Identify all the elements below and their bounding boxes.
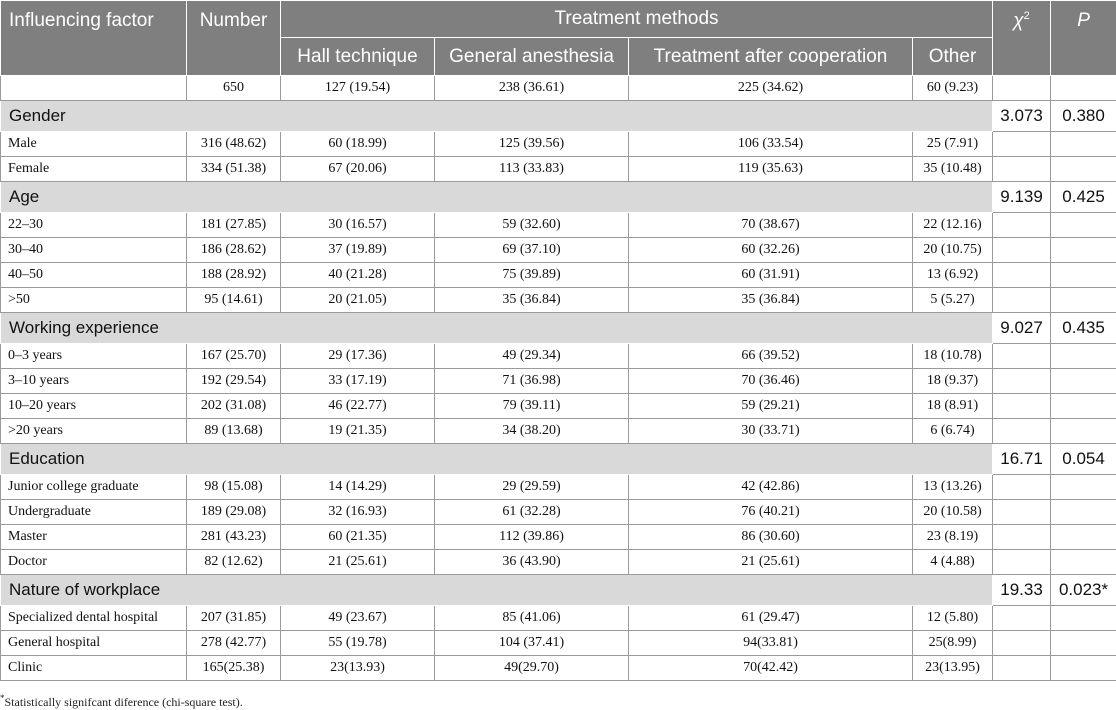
row-chi-cell <box>993 213 1051 238</box>
row-cooperation-cell: 59 (29.21) <box>629 394 913 419</box>
row-chi-cell <box>993 369 1051 394</box>
section-header-row <box>1 313 1116 344</box>
row-number-cell: 98 (15.08) <box>187 475 281 500</box>
row-number-cell: 89 (13.68) <box>187 419 281 444</box>
section-label: Gender <box>1 101 993 132</box>
row-hall-cell: 30 (16.57) <box>281 213 435 238</box>
row-chi-cell <box>993 475 1051 500</box>
total-cooperation-cell: 225 (34.62) <box>629 76 913 101</box>
row-general-anesthesia-cell: 36 (43.90) <box>435 550 629 575</box>
footnote-text: Statistically signifcant diference (chi-square test). <box>4 695 243 709</box>
total-p-cell <box>1051 76 1116 101</box>
table-row <box>1 157 1116 182</box>
header-treatment-after-cooperation: Treatment after cooperation <box>629 38 913 76</box>
row-label-cell: Doctor <box>1 550 187 575</box>
total-hall-cell: 127 (19.54) <box>281 76 435 101</box>
table-row <box>1 344 1116 369</box>
row-number-cell: 189 (29.08) <box>187 500 281 525</box>
row-number-cell: 192 (29.54) <box>187 369 281 394</box>
row-other-cell: 4 (4.88) <box>913 550 993 575</box>
row-general-anesthesia-cell: 34 (38.20) <box>435 419 629 444</box>
row-other-cell: 23 (8.19) <box>913 525 993 550</box>
row-hall-cell: 67 (20.06) <box>281 157 435 182</box>
section-chi-square-value: 16.71 <box>993 444 1051 475</box>
row-other-cell: 13 (13.26) <box>913 475 993 500</box>
row-number-cell: 165(25.38) <box>187 656 281 681</box>
row-chi-cell <box>993 288 1051 313</box>
row-p-cell <box>1051 500 1116 525</box>
section-chi-square-value: 3.073 <box>993 101 1051 132</box>
row-cooperation-cell: 60 (31.91) <box>629 263 913 288</box>
section-p-value: 0.380 <box>1051 101 1116 132</box>
row-cooperation-cell: 86 (30.60) <box>629 525 913 550</box>
row-cooperation-cell: 35 (36.84) <box>629 288 913 313</box>
row-p-cell <box>1051 606 1116 631</box>
row-cooperation-cell: 70 (38.67) <box>629 213 913 238</box>
table-row <box>1 475 1116 500</box>
row-other-cell: 20 (10.75) <box>913 238 993 263</box>
row-label-cell: Specialized dental hospital <box>1 606 187 631</box>
row-cooperation-cell: 76 (40.21) <box>629 500 913 525</box>
row-general-anesthesia-cell: 125 (39.56) <box>435 132 629 157</box>
row-p-cell <box>1051 344 1116 369</box>
total-other-cell: 60 (9.23) <box>913 76 993 101</box>
row-general-anesthesia-cell: 104 (37.41) <box>435 631 629 656</box>
row-number-cell: 334 (51.38) <box>187 157 281 182</box>
row-chi-cell <box>993 132 1051 157</box>
row-number-cell: 167 (25.70) <box>187 344 281 369</box>
section-label: Age <box>1 182 993 213</box>
total-label-cell <box>1 76 187 101</box>
row-number-cell: 202 (31.08) <box>187 394 281 419</box>
section-label: Nature of workplace <box>1 575 993 606</box>
row-general-anesthesia-cell: 49(29.70) <box>435 656 629 681</box>
total-general-anesthesia-cell: 238 (36.61) <box>435 76 629 101</box>
row-chi-cell <box>993 394 1051 419</box>
header-general-anesthesia: General anesthesia <box>435 38 629 76</box>
row-p-cell <box>1051 394 1116 419</box>
row-other-cell: 6 (6.74) <box>913 419 993 444</box>
row-label-cell: 40–50 <box>1 263 187 288</box>
row-other-cell: 25(8.99) <box>913 631 993 656</box>
row-label-cell: Male <box>1 132 187 157</box>
row-general-anesthesia-cell: 69 (37.10) <box>435 238 629 263</box>
row-p-cell <box>1051 631 1116 656</box>
row-hall-cell: 60 (21.35) <box>281 525 435 550</box>
row-label-cell: Junior college graduate <box>1 475 187 500</box>
section-label: Education <box>1 444 993 475</box>
row-hall-cell: 32 (16.93) <box>281 500 435 525</box>
row-cooperation-cell: 119 (35.63) <box>629 157 913 182</box>
row-chi-cell <box>993 631 1051 656</box>
table-row <box>1 606 1116 631</box>
row-general-anesthesia-cell: 71 (36.98) <box>435 369 629 394</box>
row-other-cell: 23(13.95) <box>913 656 993 681</box>
table-body <box>1 76 1116 681</box>
row-label-cell: Undergraduate <box>1 500 187 525</box>
chi-symbol: χ <box>1013 10 1024 32</box>
row-number-cell: 207 (31.85) <box>187 606 281 631</box>
row-number-cell: 186 (28.62) <box>187 238 281 263</box>
row-other-cell: 18 (10.78) <box>913 344 993 369</box>
row-hall-cell: 20 (21.05) <box>281 288 435 313</box>
section-header-row <box>1 101 1116 132</box>
section-header-row <box>1 182 1116 213</box>
row-p-cell <box>1051 550 1116 575</box>
row-number-cell: 278 (42.77) <box>187 631 281 656</box>
table-row <box>1 213 1116 238</box>
total-row <box>1 76 1116 101</box>
row-cooperation-cell: 21 (25.61) <box>629 550 913 575</box>
section-p-value: 0.054 <box>1051 444 1116 475</box>
row-p-cell <box>1051 238 1116 263</box>
row-general-anesthesia-cell: 79 (39.11) <box>435 394 629 419</box>
row-general-anesthesia-cell: 29 (29.59) <box>435 475 629 500</box>
row-p-cell <box>1051 525 1116 550</box>
header-other: Other <box>913 38 993 76</box>
total-chi-cell <box>993 76 1051 101</box>
row-chi-cell <box>993 500 1051 525</box>
row-general-anesthesia-cell: 112 (39.86) <box>435 525 629 550</box>
row-label-cell: 10–20 years <box>1 394 187 419</box>
row-hall-cell: 40 (21.28) <box>281 263 435 288</box>
row-label-cell: >20 years <box>1 419 187 444</box>
p-symbol: P <box>1077 10 1090 31</box>
section-label: Working experience <box>1 313 993 344</box>
row-chi-cell <box>993 238 1051 263</box>
table-row <box>1 132 1116 157</box>
section-p-value: 0.425 <box>1051 182 1116 213</box>
row-cooperation-cell: 60 (32.26) <box>629 238 913 263</box>
row-general-anesthesia-cell: 61 (32.28) <box>435 500 629 525</box>
row-general-anesthesia-cell: 59 (32.60) <box>435 213 629 238</box>
row-number-cell: 316 (48.62) <box>187 132 281 157</box>
row-number-cell: 181 (27.85) <box>187 213 281 238</box>
row-chi-cell <box>993 263 1051 288</box>
header-influencing-factor: Influencing factor <box>1 1 187 76</box>
total-number-cell: 650 <box>187 76 281 101</box>
table-header <box>1 1 1116 76</box>
table-row <box>1 369 1116 394</box>
table-row <box>1 238 1116 263</box>
row-hall-cell: 33 (17.19) <box>281 369 435 394</box>
row-other-cell: 18 (8.91) <box>913 394 993 419</box>
header-hall-technique: Hall technique <box>281 38 435 76</box>
row-cooperation-cell: 66 (39.52) <box>629 344 913 369</box>
row-cooperation-cell: 106 (33.54) <box>629 132 913 157</box>
row-general-anesthesia-cell: 85 (41.06) <box>435 606 629 631</box>
row-other-cell: 20 (10.58) <box>913 500 993 525</box>
table-row <box>1 394 1116 419</box>
row-number-cell: 82 (12.62) <box>187 550 281 575</box>
row-hall-cell: 37 (19.89) <box>281 238 435 263</box>
row-other-cell: 35 (10.48) <box>913 157 993 182</box>
row-other-cell: 13 (6.92) <box>913 263 993 288</box>
header-chi-square <box>993 1 1051 76</box>
row-hall-cell: 29 (17.36) <box>281 344 435 369</box>
row-label-cell: >50 <box>1 288 187 313</box>
row-cooperation-cell: 61 (29.47) <box>629 606 913 631</box>
row-hall-cell: 19 (21.35) <box>281 419 435 444</box>
row-general-anesthesia-cell: 35 (36.84) <box>435 288 629 313</box>
row-chi-cell <box>993 157 1051 182</box>
table-row <box>1 500 1116 525</box>
row-label-cell: 30–40 <box>1 238 187 263</box>
row-general-anesthesia-cell: 49 (29.34) <box>435 344 629 369</box>
row-hall-cell: 23(13.93) <box>281 656 435 681</box>
row-p-cell <box>1051 132 1116 157</box>
row-cooperation-cell: 94(33.81) <box>629 631 913 656</box>
row-chi-cell <box>993 525 1051 550</box>
row-label-cell: General hospital <box>1 631 187 656</box>
table-row <box>1 525 1116 550</box>
section-chi-square-value: 9.139 <box>993 182 1051 213</box>
row-general-anesthesia-cell: 75 (39.89) <box>435 263 629 288</box>
row-p-cell <box>1051 419 1116 444</box>
header-p-value <box>1051 1 1116 76</box>
row-chi-cell <box>993 344 1051 369</box>
row-number-cell: 188 (28.92) <box>187 263 281 288</box>
row-other-cell: 22 (12.16) <box>913 213 993 238</box>
row-label-cell: Female <box>1 157 187 182</box>
row-number-cell: 281 (43.23) <box>187 525 281 550</box>
chi-superscript: 2 <box>1023 10 1030 22</box>
row-hall-cell: 55 (19.78) <box>281 631 435 656</box>
section-chi-square-value: 19.33 <box>993 575 1051 606</box>
table-row <box>1 550 1116 575</box>
row-chi-cell <box>993 656 1051 681</box>
row-p-cell <box>1051 369 1116 394</box>
row-cooperation-cell: 30 (33.71) <box>629 419 913 444</box>
row-cooperation-cell: 70 (36.46) <box>629 369 913 394</box>
row-label-cell: Master <box>1 525 187 550</box>
row-chi-cell <box>993 606 1051 631</box>
row-hall-cell: 49 (23.67) <box>281 606 435 631</box>
row-p-cell <box>1051 157 1116 182</box>
footnote-mark: * <box>0 693 5 703</box>
row-p-cell <box>1051 263 1116 288</box>
row-label-cell: 22–30 <box>1 213 187 238</box>
row-other-cell: 18 (9.37) <box>913 369 993 394</box>
row-p-cell <box>1051 656 1116 681</box>
row-hall-cell: 14 (14.29) <box>281 475 435 500</box>
row-hall-cell: 46 (22.77) <box>281 394 435 419</box>
table-row <box>1 288 1116 313</box>
row-general-anesthesia-cell: 113 (33.83) <box>435 157 629 182</box>
section-header-row <box>1 444 1116 475</box>
row-p-cell <box>1051 213 1116 238</box>
row-number-cell: 95 (14.61) <box>187 288 281 313</box>
section-chi-square-value: 9.027 <box>993 313 1051 344</box>
row-label-cell: Clinic <box>1 656 187 681</box>
row-chi-cell <box>993 550 1051 575</box>
row-other-cell: 25 (7.91) <box>913 132 993 157</box>
row-hall-cell: 21 (25.61) <box>281 550 435 575</box>
section-p-value: 0.435 <box>1051 313 1116 344</box>
row-other-cell: 12 (5.80) <box>913 606 993 631</box>
row-label-cell: 0–3 years <box>1 344 187 369</box>
row-hall-cell: 60 (18.99) <box>281 132 435 157</box>
row-p-cell <box>1051 475 1116 500</box>
header-treatment-methods: Treatment methods <box>281 1 993 38</box>
section-header-row <box>1 575 1116 606</box>
section-p-value: 0.023* <box>1051 575 1116 606</box>
table-row <box>1 263 1116 288</box>
header-number: Number <box>187 1 281 76</box>
row-other-cell: 5 (5.27) <box>913 288 993 313</box>
table-row <box>1 419 1116 444</box>
row-p-cell <box>1051 288 1116 313</box>
footnote <box>0 693 243 710</box>
row-cooperation-cell: 70(42.42) <box>629 656 913 681</box>
table-row <box>1 631 1116 656</box>
table-row <box>1 656 1116 681</box>
row-cooperation-cell: 42 (42.86) <box>629 475 913 500</box>
row-label-cell: 3–10 years <box>1 369 187 394</box>
row-chi-cell <box>993 419 1051 444</box>
